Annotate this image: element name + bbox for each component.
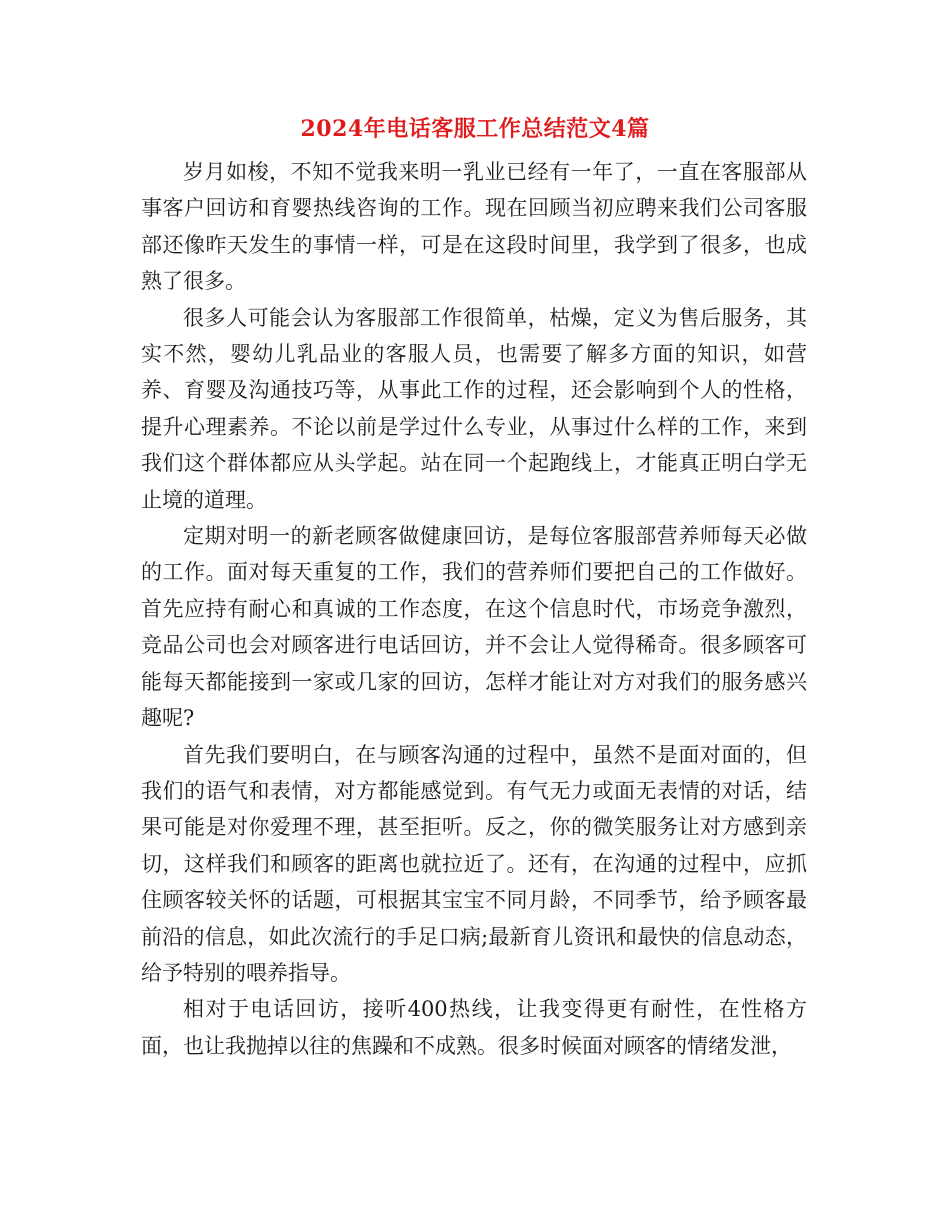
paragraph: 首先我们要明白，在与顾客沟通的过程中，虽然不是面对面的，但我们的语气和表情，对方都能感觉到。有气无力或面无表情的对话，结果可能是对你爱理不理，甚至拒听。反之，你的微笑服务让对方感到亲切，这样我们和顾客的距离也就拉近了。还有，在沟通的过程中，应抓住顾客较关怀的话题，可根据其宝宝不同月龄，不同季节，给予顾客最前沿的信息，如此次流行的手足口病;最新育儿资讯和最快的信息动态，给予特别的喂养指导。: [141, 742, 807, 985]
paragraph: 很多人可能会认为客服部工作很简单，枯燥，定义为售后服务，其实不然，婴幼儿乳品业的客服人员，也需要了解多方面的知识，如营养、育婴及沟通技巧等，从事此工作的过程，还会影响到个人的性格，提升心理素养。不论以前是学过什么专业，从事过什么样的工作，来到我们这个群体都应从头学起。站在同一个起跑线上，才能真正明白学无止境的道理。: [141, 305, 807, 512]
paragraph: 岁月如梭，不知不觉我来明一乳业已经有一年了，一直在客服部从事客户回访和育婴热线咨询的工作。现在回顾当初应聘来我们公司客服部还像昨天发生的事情一样，可是在这段时间里，我学到了很多，也成熟了很多。: [141, 160, 807, 294]
document-title: 2024年电话客服工作总结范文4篇: [300, 116, 650, 142]
paragraph: 定期对明一的新老顾客做健康回访，是每位客服部营养师每天必做的工作。面对每天重复的工作，我们的营养师们要把自己的工作做好。首先应持有耐心和真诚的工作态度，在这个信息时代，市场竞争激烈，竞品公司也会对顾客进行电话回访，并不会让人觉得稀奇。很多顾客可能每天都能接到一家或几家的回访，怎样才能让对方对我们的服务感兴趣呢?: [141, 524, 807, 731]
document-body: [141, 154, 807, 1064]
paragraph: 相对于电话回访，接听400热线，让我变得更有耐性，在性格方面，也让我抛掉以往的焦躁和不成熟。很多时候面对顾客的情绪发泄，: [141, 997, 807, 1058]
